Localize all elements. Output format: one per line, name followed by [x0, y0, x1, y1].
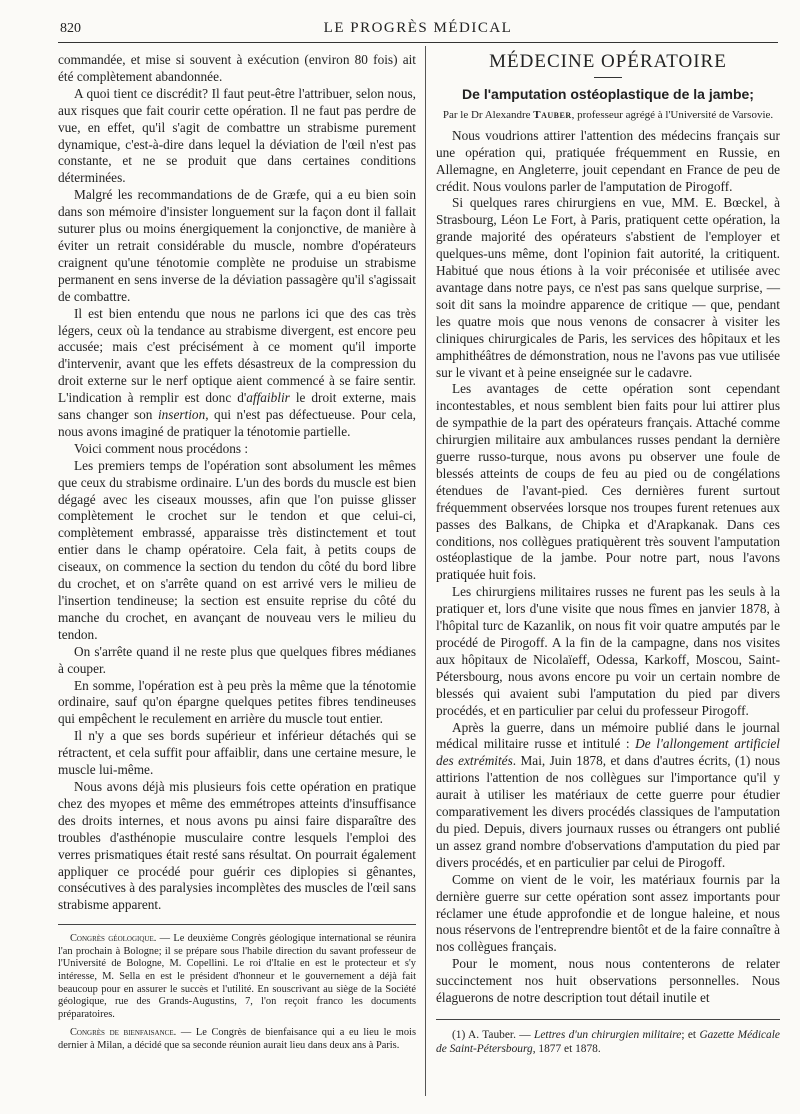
- paragraph: [436, 872, 780, 957]
- byline-suffix: , professeur agrégé à l'Université de Varsovie.: [571, 108, 774, 121]
- article-body: [436, 128, 780, 1007]
- footnote-prefix: (1) A. Tauber. —: [452, 1028, 535, 1041]
- title-dash: [594, 77, 622, 78]
- right-column: [436, 52, 780, 1056]
- footnote: [436, 1028, 780, 1056]
- text-run: le droit externe, mais sans changer son: [58, 390, 416, 423]
- text-run: . Mai, Juin 1878, et dans d'autres écrits, (1) nous attirions l'attention de nos collègues sur l'importance qu'il y aurait à utiliser les matériaux de cette guerre pour étudier comparativement les divers procédés classiques de l'amputation du pied. Depuis, divers journaux russes ou étrangers ont publié un assez grand nombre d'observations d'amputation du pied par divers procédés, et en particulier par celui de Pirogoff.: [436, 753, 780, 870]
- byline: [436, 109, 780, 122]
- text-run: Pour le moment, nous nous contenterons de relater succinctement nos huit observations personnelles. Nous élaguerons de notre description tout détail inutile et: [436, 956, 780, 1006]
- paragraph: [436, 956, 780, 1007]
- italic-text: De l'allongement artificiel des extrémités: [436, 736, 780, 769]
- paragraph: Les premiers temps de l'opération sont absolument les mêmes que ceux du strabisme ordinaire. L'un des bords du muscle est bien dégagé avec les ciseaux mousses, afin que l'on puisse glisser complètement le crochet sur le tendon et que celui-ci, complètement embrassé, apparaisse très distinctement et tout entier dans le champ opératoire. Cela fait, à petits coups de ciseaux, on commence la section du tendon du côté du bord libre du crochet, et on s'arrête quand on est arrivé vers le milieu de l'insertion tendineuse; la section est ensuite reprise du côté du manche du crochet, en avançant de nouveau vers le milieu du tendon.: [58, 457, 416, 642]
- byline-author: Tauber: [533, 108, 572, 121]
- left-column: [58, 52, 416, 1059]
- section-title: MÉDECINE OPÉRATOIRE: [489, 51, 727, 72]
- paragraph: [58, 306, 416, 441]
- text-run: Les avantages de cette opération sont cependant incontestables, et nous semblent bien faits pour lui attirer plus de sympathie de la part des opérateurs français. Attaché comme chirurgien militaire aux ambulances russes pendant la dernière guerre russo-turque, nous avons pu observer une foule de blessés atteints de coups de feu au pied ou de congélations étendues de l'avant-pied. Ces dernières furent surtout fréquemment observées lorsque nos troupes furent retenues aux passes des Balkans, de Chipka et d'Arapkanak. Dans ces conditions, nos collègues pratiquèrent très souvent l'amputation ostéoplastique de la jambe. Pour notre part, nous l'avons pratiquée huit fois.: [436, 381, 780, 583]
- text-run: Nous voudrions attirer l'attention des médecins français sur une opération qui, pratiquée fréquemment en Russie, en Allemagne, en Angleterre, jouit cependant en France de peu de crédit. Nous voulons parler de l'amputation de Pirogoff.: [436, 127, 780, 194]
- text-run: Si quelques rares chirurgiens en vue, MM. E. Bœckel, à Strasbourg, Léon Le Fort, à Paris, pratiquent cette opération, la grande majorité des opérateurs s'abstient de l'employer et quelques-uns même, dont l'opinion fait autorité, la critiquent. Habitué que nous étions à la voir préconisée et utilisée avec avantage dans notre pays, ce n'est pas sans quelque surprise, — soit dit sans la moindre apparence de critique — que, pendant les quatre mois que nous venons de consacrer à visiter les cliniques chirurgicales de Paris, les services des hôpitaux et les amphithéâtres de démonstration, nous ne l'avons pas vue utilisée sur le vivant et à peine enseignée sur le cadavre.: [436, 195, 780, 380]
- page-header: [58, 18, 778, 43]
- running-title: LE PROGRÈS MÉDICAL: [323, 20, 513, 36]
- footnote-suffix: , 1877 et 1878.: [532, 1042, 601, 1055]
- paragraph: On s'arrête quand il ne reste plus que quelques fibres médianes à couper.: [58, 643, 416, 676]
- paragraph: [436, 584, 780, 719]
- byline-prefix: Par le Dr Alexandre: [442, 108, 531, 121]
- paragraph: [436, 128, 780, 196]
- left-column-text: [58, 52, 416, 914]
- footnote-middle: ; et: [681, 1028, 700, 1041]
- text-run: Comme on vient de le voir, les matériaux fournis par la dernière guerre sur cette opération sont assez importants pour réclamer une étude approfondie et de longue haleine, et nous nous réservons de l'entreprendre bientôt et de la faire connaître à nos collègues français.: [436, 871, 780, 955]
- paragraph: Il n'y a que ses bords supérieur et inférieur détachés qui se rétractent, et cela suffit pour affaiblir, dans une certaine mesure, le muscle lui-même.: [58, 728, 416, 778]
- news-note: [58, 933, 416, 1021]
- note-text: — Le Congrès de bienfaisance qui a eu lieu le mois dernier à Milan, a décidé que sa seconde réunion aurait lieu dans deux ans à Paris.: [58, 1027, 416, 1051]
- notes-divider: [58, 924, 416, 925]
- text-run: Après la guerre, dans un mémoire publié dans le journal médical militaire russe et intitulé :: [436, 719, 780, 752]
- text-run: , qui n'est pas défectueuse. Pour cela, nous avons imaginé de pratiquer la ténotomie partielle.: [58, 407, 416, 439]
- text-run: Il est bien entendu que nous ne parlons ici que des cas très légers, ceux où la tendance au strabisme divergent, est encore peu accusée; mais c'est précisément à ce moment qu'il importe d'intervenir, avant que les effets désastreux de la compression du droit externe sur le nerf optique aient commencé à se faire sentir. L'indication à remplir est donc d': [58, 305, 416, 406]
- column-divider: [425, 46, 426, 1096]
- paragraph: A quoi tient ce discrédit? Il faut peut-être l'attribuer, selon nous, aux risques que fait courir cette opération. Il ne faut pas perdre de vue, en effet, qu'il s'agit de combattre un strabisme purement dynamique, c'est-à-dire dans lequel la déviation de l'œil n'est pas constante, et ne se produit que dans certaines conditions déterminées.: [58, 85, 416, 186]
- news-note: [58, 1027, 416, 1052]
- note-heading: Congrès géologique.: [70, 933, 157, 945]
- paragraph: Malgré les recommandations de de Græfe, qui a eu bien soin dans son mémoire d'insister longuement sur la façon dont il fallait suturer plus ou moins énergiquement la conjonctive, de manière à éviter un retrait considérable du muscle, nombre d'opérateurs craignent qu'une ténotomie complète ne produise un strabisme permanent en sens inverse de la déviation passagère qu'il s'agissait de combattre.: [58, 187, 416, 304]
- news-notes: [58, 933, 416, 1052]
- article-title: De l'amputation ostéoplastique de la jambe;: [462, 85, 754, 102]
- text-run: Les chirurgiens militaires russes ne furent pas les seuls à la pratiquer et, lors d'une visite que nous fîmes en janvier 1878, à l'hôpital turc de Kazanlik, on nous fit voir quatre amputés par le procédé de Pirogoff. A la fin de la campagne, dans nos visites aux hôpitaux de Nicolaïeff, Odessa, Karkoff, Moscou, Saint-Pétersbourg, nous avons encore pu voir un certain nombre de blessés qui avaient subi l'amputation du pied par divers procédés, et en particulier par celui du professeur Pirogoff.: [436, 584, 780, 718]
- footnote-journal: Gazette Médicale de Saint-Pétersbourg: [436, 1028, 780, 1055]
- paragraph: [436, 720, 780, 872]
- paragraph: En somme, l'opération est à peu près la même que la ténotomie ordinaire, sauf qu'on épargne quelques petites fibres tendineuses qui empêchent le reculement en arrière du muscle tout entier.: [58, 677, 416, 727]
- page-number: 820: [60, 21, 81, 36]
- paragraph: [436, 381, 780, 584]
- footnote-title: Lettres d'un chirurgien militaire: [534, 1028, 682, 1041]
- paragraph: commandée, et mise si souvent à exécution (environ 80 fois) ait été complètement abandonnée.: [58, 52, 416, 84]
- paragraph: Nous avons déjà mis plusieurs fois cette opération en pratique chez des myopes et même des emmétropes atteints d'insuffisance des droits internes, et nous avons pu ainsi faire disparaître des troubles d'asthénopie musculaire contre lesquels l'emploi des verres prismatiques était resté sans résultat. On pourrait également appliquer ce procédé pour guérir ces diplopies si gênantes, consécutives à des paralysies incomplètes des muscles de l'œil sans strabisme apparent.: [58, 778, 416, 913]
- italic-text: affaiblir: [246, 390, 290, 406]
- note-text: — Le deuxième Congrès géologique international se réunira l'an prochain à Bologne; il se prépare sous l'habile direction du savant professeur de l'Université de Bologne, M. Copellini. Le roi d'Italie en est le protecteur et s'y intéresse, M. Sella en est le président d'honneur et le gouvernement a déjà fait beaucoup pour en assurer le succès et l'utilité. En souscrivant au siège de la Société géologique, rue des Grands-Augustins, 7, l'on reçoit franco les documents préparatoires.: [58, 933, 416, 1020]
- footnote-divider: [436, 1019, 780, 1020]
- paragraph: [436, 195, 780, 381]
- note-heading: Congrès de bienfaisance.: [70, 1027, 177, 1039]
- paragraph: Voici comment nous procédons :: [74, 440, 249, 456]
- italic-text: insertion: [157, 407, 206, 423]
